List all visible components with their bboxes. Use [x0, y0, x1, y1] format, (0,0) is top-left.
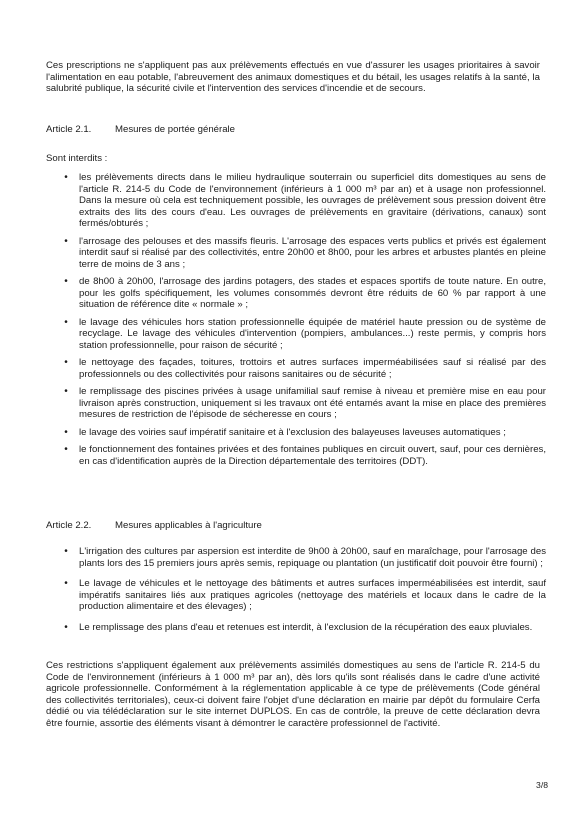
bullet-icon: • — [64, 426, 68, 438]
article-2-2-heading — [46, 520, 262, 532]
article-2-1-list — [62, 172, 546, 467]
list-item: • le nettoyage des façades, toitures, trottoirs et autres surfaces imperméabilisées sauf si réalisé par des professionnels ou des collectivités pour raisons sanitaires ou de sécurité ; — [62, 357, 546, 380]
bullet-icon: • — [64, 172, 68, 183]
bullet-icon: • — [64, 316, 68, 328]
list-item: • l'arrosage des pelouses et des massifs fleuris. L'arrosage des espaces verts publics et privés est également interdit sauf si réalisé par des collectivités, entre 20h00 et 8h00, pour les arbres et arbustes plantés en pleine terre de moins de 3 ans ; — [62, 236, 546, 271]
page-number: 3/8 — [536, 780, 548, 790]
bullet-icon: • — [64, 546, 68, 557]
article-2-1-heading — [46, 124, 235, 136]
bullet-icon: • — [64, 578, 68, 589]
closing-paragraph: Ces restrictions s'appliquent également aux prélèvements assimilés domestiques au sens de l'article R. 214-5 du Code de l'environnement (inférieurs à 1 000 m³ par an), dès lors qu'ils sont réalisés dans le cadre d'une activité agricole professionnelle. Conformément à la réglementation applicable à ce type de prélèvements (Code général des collectivités territoriales), ceux-ci doivent faire l'objet d'une déclaration en mairie par dépôt du formulaire Cerfa dédié ou via télédéclaration sur le site internet DUPLOS. En cas de contrôle, la preuve de cette déclaration devra être fournie, assortie des éléments visant à démontrer le caractère professionnel de l'activité. — [46, 660, 540, 729]
list-item: • Le remplissage des plans d'eau et retenues est interdit, à l'exclusion de la récupération des eaux pluviales. — [62, 622, 546, 634]
list-item: • le remplissage des piscines privées à usage unifamilial sauf remise à niveau et première mise en eau pour livraison après construction, uniquement si les travaux ont été entamés avant la mise en place des premières mesures de restriction de l'épisode de sécheresse en cours ; — [62, 386, 546, 421]
list-item: • le fonctionnement des fontaines privées et des fontaines publiques en circuit ouvert, sauf, pour ces dernières, en cas d'identification auprès de la Direction départementale des territoires (DDT). — [62, 444, 546, 467]
article-2-2-title: Mesures applicables à l'agriculture — [115, 520, 262, 531]
list-item: • Le lavage de véhicules et le nettoyage des bâtiments et autres surfaces imperméabilisées est interdit, sauf impératifs sanitaires liés aux pratiques agricoles (nettoyage des matériels et locaux dans le cadre de la production alimentaire et des élevages) ; — [62, 578, 546, 613]
bullet-icon: • — [64, 235, 68, 247]
bullet-icon: • — [64, 444, 68, 455]
sont-interdits-label: Sont interdits : — [46, 153, 108, 164]
intro-paragraph: Ces prescriptions ne s'appliquent pas aux prélèvements effectués en vue d'assurer les usages prioritaires à savoir l'alimentation en eau potable, l'abreuvement des animaux domestiques et du bétail, les usages relatifs à la santé, la salubrité publique, la sécurité civile et l'intervention des services d'incendie et de secours. — [46, 60, 540, 94]
list-item: • le lavage des véhicules hors station professionnelle équipée de matériel haute pression ou de système de recyclage. Le lavage des véhicules d'intervention (pompiers, ambulances...) reste permis, y compris hors station professionnelle, pour raison de sécurité ; — [62, 317, 546, 352]
article-2-1-number: Article 2.1. — [46, 124, 92, 135]
article-2-1-title: Mesures de portée générale — [115, 124, 235, 135]
list-item: • de 8h00 à 20h00, l'arrosage des jardins potagers, des stades et espaces sportifs de toute nature. En outre, pour les golfs spécifiquement, les volumes consommés devront être réduits de 60 % par rapport à une situation de référence dite « normale » ; — [62, 276, 546, 311]
bullet-icon: • — [64, 386, 68, 397]
article-2-2-list — [62, 546, 546, 633]
list-item: • le lavage des voiries sauf impératif sanitaire et à l'exclusion des balayeuses laveuses automatiques ; — [62, 427, 546, 439]
list-item: • L'irrigation des cultures par aspersion est interdite de 9h00 à 20h00, sauf en maraîchage, pour l'arrosage des plants lors des 15 premiers jours après semis, repiquage ou plantation (un justificatif doit pouvoir être fourni) ; — [62, 546, 546, 569]
bullet-icon: • — [64, 276, 68, 287]
bullet-icon: • — [64, 621, 68, 633]
article-2-2-number: Article 2.2. — [46, 520, 92, 531]
list-item: • les prélèvements directs dans le milieu hydraulique souterrain ou superficiel dits domestiques au sens de l'article R. 214-5 du Code de l'environnement (inférieurs à 1 000 m³ par an) et à usage non professionnel. Dans la mesure où cela est techniquement possible, les ouvrages de prélèvement sous pression doivent être extraits des lits des cours d'eau. Les ouvrages de prélèvements en gravitaire (dérivations, canaux) sont fermés/obturés ; — [62, 172, 546, 230]
bullet-icon: • — [64, 357, 68, 368]
